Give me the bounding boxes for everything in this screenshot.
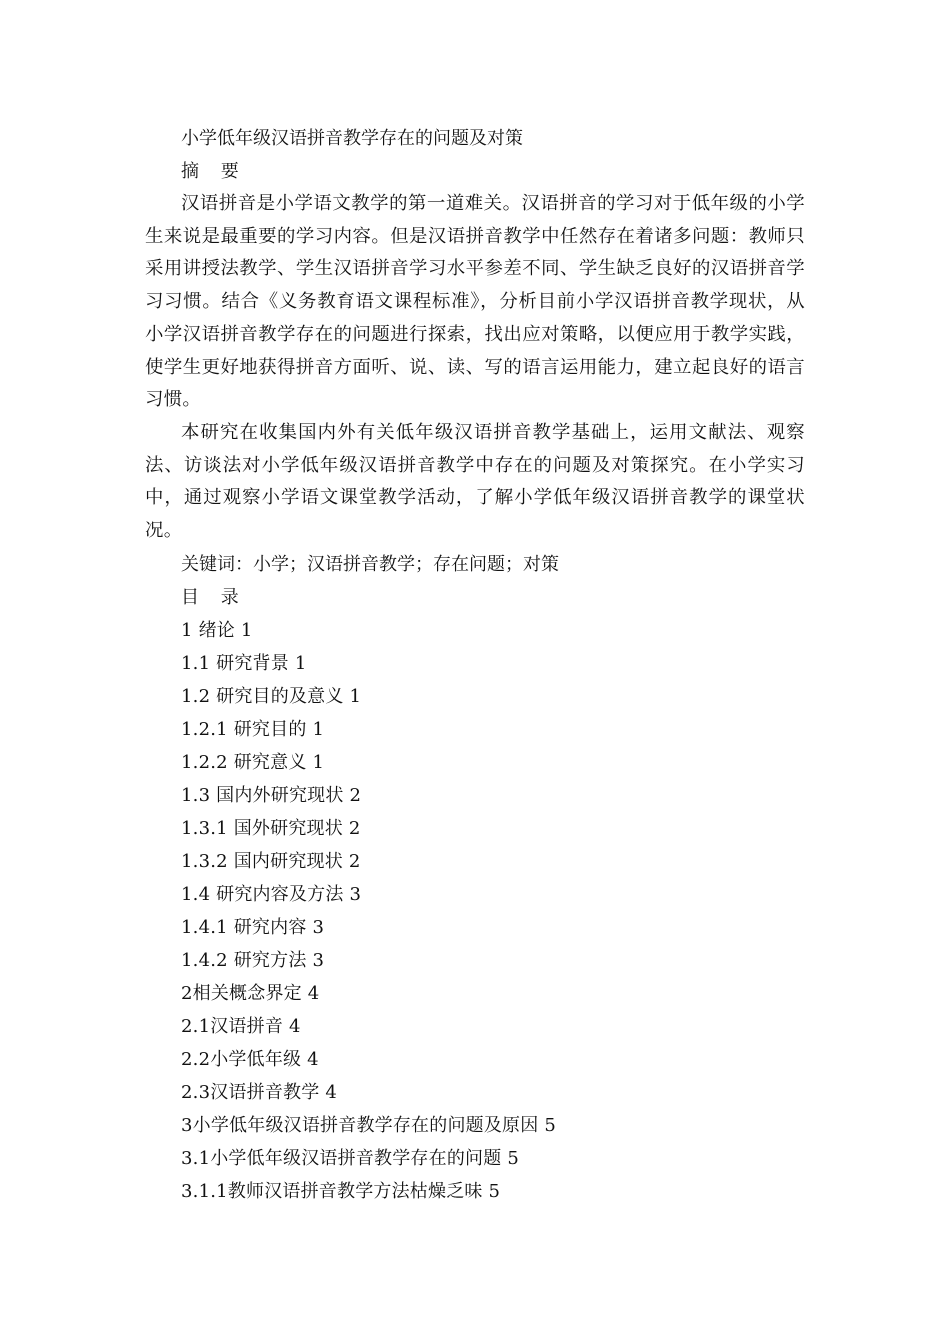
- toc-heading: 目 录: [181, 586, 247, 608]
- abstract-heading: 摘 要: [181, 161, 247, 182]
- toc-entry: 3.1.1教师汉语拼音教学方法枯燥乏味 5: [181, 1180, 501, 1202]
- toc-entry: 1.2.1 研究目的 1: [181, 718, 325, 740]
- toc-entry: 2.1汉语拼音 4: [181, 1015, 301, 1037]
- toc-entry: 1.3.1 国外研究现状 2: [181, 817, 361, 839]
- toc-entry: 2.3汉语拼音教学 4: [181, 1081, 337, 1103]
- keywords: 关键词：小学；汉语拼音教学；存在问题；对策: [181, 553, 559, 575]
- toc-entry: 1.4 研究内容及方法 3: [181, 883, 362, 905]
- toc-entry: 1.2.2 研究意义 1: [181, 751, 325, 773]
- toc-entry: 1.4.1 研究内容 3: [181, 916, 325, 938]
- toc-entry: 1.2 研究目的及意义 1: [181, 685, 362, 707]
- document-page: [145, 122, 805, 1208]
- toc-entry: 1 绪论 1: [181, 619, 253, 641]
- toc-entry: 3.1小学低年级汉语拼音教学存在的问题 5: [181, 1147, 519, 1169]
- toc-entry: 2相关概念界定 4: [181, 982, 320, 1004]
- toc-entry: 1.1 研究背景 1: [181, 652, 307, 674]
- abstract-paragraph-2: 本研究在收集国内外有关低年级汉语拼音教学基础上，运用文献法、观察法、访谈法对小学低年级汉语拼音教学中存在的问题及对策探究。在小学实习中，通过观察小学语文课堂教学活动，了解小学低年级汉语拼音教学的课堂状况。: [145, 421, 805, 542]
- table-of-contents: [145, 614, 805, 1208]
- toc-entry: 1.3 国内外研究现状 2: [181, 784, 362, 806]
- toc-entry: 1.3.2 国内研究现状 2: [181, 850, 361, 872]
- toc-entry: 3小学低年级汉语拼音教学存在的问题及原因 5: [181, 1114, 557, 1136]
- toc-entry: 2.2小学低年级 4: [181, 1048, 319, 1070]
- document-title: 小学低年级汉语拼音教学存在的问题及对策: [181, 128, 523, 149]
- toc-entry: 1.4.2 研究方法 3: [181, 949, 325, 971]
- abstract-paragraph-1: 汉语拼音是小学语文教学的第一道难关。汉语拼音的学习对于低年级的小学生来说是最重要的学习内容。但是汉语拼音教学中任然存在着诸多问题：教师只采用讲授法教学、学生汉语拼音学习水平参差不同、学生缺乏良好的汉语拼音学习习惯。结合《义务教育语文课程标准》，分析目前小学汉语拼音教学现状，从小学汉语拼音教学存在的问题进行探索，找出应对策略，以便应用于教学实践，使学生更好地获得拼音方面听、说、读、写的语言运用能力，建立起良好的语言习惯。: [145, 193, 805, 411]
